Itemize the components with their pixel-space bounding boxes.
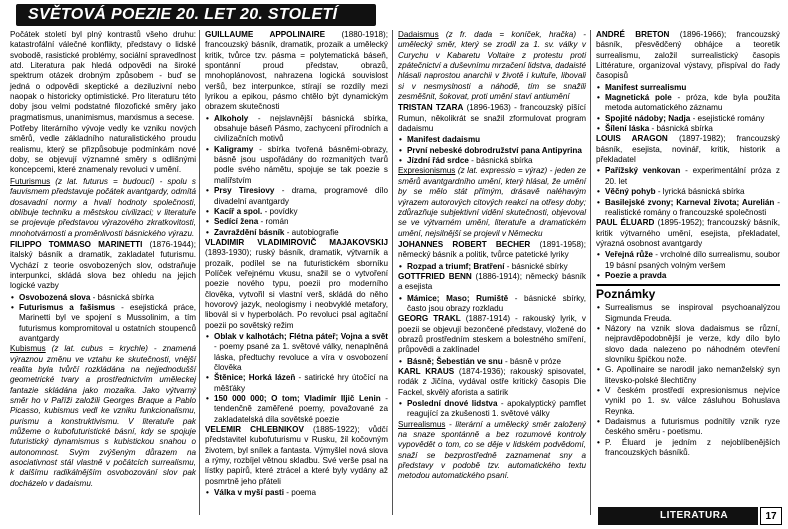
list-item [407,262,586,272]
note-item [605,417,780,438]
author-tzara [398,103,586,134]
list-item [605,166,780,187]
author-bio: (1896-1966); francouzský básník, přesvědčený obhájce a teoretik surrealismu, založil surrealistický časopis Littérature, organizoval výstavy, přispíval do řady časopisů [596,30,780,81]
works-list [398,135,586,166]
list-item [605,93,780,114]
work-entry: Mámice; Maso; Rumiště - básnické sbírky, často jsou obrazy rozkladu [407,293,586,313]
futurism-paragraph [10,177,196,239]
note-text: Názory na vznik slova dadaismus se různí, nejpravděpodobnější je verze, kdy dílo bylo slovo dada nalezeno po náhodném otevření slovníku špičkou nože. [605,323,780,364]
author-chlebnikov [205,425,388,487]
author-benn [398,272,586,293]
works-list [596,250,780,281]
work-title: Mámice; Maso; Rumiště [407,293,509,303]
dadaism-term: Dadaismus [398,30,439,39]
author-apollinaire [205,30,388,113]
work-title: Válka v myší pasti [214,488,285,498]
work-entry: Šílení láska - básnická sbírka [605,124,713,134]
works-list [596,166,780,218]
work-title: Kacíř a spol. [214,206,263,216]
work-entry: Alkoholy - nejslavnější básnická sbírka, obsahuje báseň Pásmo, zachycení přírodních a civilizačních motivů [214,113,388,144]
author-aragon [596,134,780,165]
list-item [605,114,780,124]
work-title: Věčný pohyb [605,187,656,197]
author-bio: (1874-1936); rakouský spisovatel, rodák z Jičína, vydával ostře kritický časopis Die Fackel, skvělý aforista a satirik [398,367,586,397]
work-title: Osvobozená slova [19,292,91,302]
note-text: Dadaismus a futurismus podnítily vznik ryze českého směru - poetismu. [605,417,780,437]
author-bio: (1893-1930); ruský básník, dramatik, výtvarník a prozaik, podílel se na futuristickém sborníku Políček veřejnému vkusu, snažil se o vytvoření poezie nového typu, poezii pro moderního člověka, vytvořil si vlastní verš, skládá do něho hovorový jazyk, neologismy i neobvyklé metafory, libovál si v hyperbolách. Po revoluci psal agitační poezii po sovětský režim [205,248,388,330]
dadaism-text: (z fr. dada = koníček, hračka) - umělecký směr, který se zrodil za 1. sv. války v Curychu v Kabaretu Voltaire z protestu proti zpátečnictví a duševnímu mrzačení lidstva, dadaisté hlásali naprostou anarchii v životě i kultuře, libovali si v nesmyslnosti a náhodě, tím se snažili zesměšnit, šokovat, proti umění staví antiumění [398,30,586,102]
list-item [19,303,196,344]
work-entry: Kaligramy - sbírka tvořená básněmi-obrazy, básně jsou uspořádány do rozmanitých tvarů podle svého námětu, spojuje se tak poezie s malířstvím [214,144,388,185]
note-text: G. Apollinaire se narodil jako nemanželský syn litevsko-polské šlechtičny [605,365,780,385]
section-label: LITERATURA [660,510,729,521]
note-item [605,386,780,417]
author-name: VLADIMIR VLADIMIROVIČ MAJAKOVSKIJ [205,237,388,247]
author-majakovskij [205,238,388,331]
list-item [605,271,780,281]
note-item [605,303,780,324]
cubism-term: Kubismus [10,344,46,354]
works-list [10,293,196,345]
surrealism-text: - literární a umělecký směr založený na snaze spontánně a bez rozumové kontroly vypovědět o tom, co se děje v lidském podvědomí, snaží se bezprostředně zaznamenat sny a představy v podobě tzv. automatického textu metodou automatického psaní. [398,419,586,481]
work-entry: Sedící žena - román [214,217,289,227]
work-title: Rozpad a triumf; Bratření [407,261,505,271]
column-2 [205,30,388,498]
author-bio: (1880-1918); francouzský básník, dramatik, prozaik a umělecký kritik, tvůrce tzv. pásma = polytematická báseň, spontánní proud představ, obrazů, mnohoplánovost, nahrazena logická souvislost veršů, bez interpunkce, stírají se rozdíly mezi lyrikou a epikou, pásmo chtělo být dynamickým obrazem skutečnosti [205,30,388,112]
author-name: FILIPPO TOMMASO MARINETTI [10,239,143,249]
author-name: GOTTFRIED BENN [398,271,472,281]
note-item [605,438,780,459]
work-entry: Poslední dnové lidstva - apokalyptický pamflet reagující za zkušenosti 1. světové války [407,399,586,419]
notes-heading: Poznámky [596,284,780,301]
column-divider [199,30,200,515]
list-item [407,294,586,315]
work-entry: První nebeské dobrodružství pana Antipyrina [407,145,582,155]
list-item [407,156,586,166]
work-entry: Zavraždění básník - autobiografie [214,227,339,237]
author-name: TRISTAN TZARA [398,103,464,113]
list-item [605,124,780,134]
list-item [214,373,388,394]
note-item [605,365,780,386]
author-breton [596,30,780,82]
author-marinetti [10,240,196,292]
expressionism-term: Expresionismus [398,166,456,176]
work-entry: Kacíř a spol. - povídky [214,206,298,216]
note-item [605,324,780,365]
cubism-paragraph [10,344,196,489]
author-name: GEORG TRAKL [398,314,461,324]
works-list [398,357,586,367]
author-bio: (1896-1963) - francouzský píšící Rumun, několikrát se snažil zformulovat program dadaismu [398,103,586,134]
expressionism-text: (z lat. expressio = výraz) - jeden ze směrů avantgardního umění, který hlásal, že umění by se mělo stát přímým, drásavě naléhavým výrazem autorových citových reakcí na otřesy doby; zdůrazňuje subjektivní vidění skutečnosti, objevoval se ve výtvarném umění, literatuře a dramatickém umění, nejsilnější se projevil v Německu [398,166,586,238]
work-title: Kaligramy [214,144,254,154]
column-divider [590,30,591,515]
work-entry: Basilejské zvony; Karneval života; Aurelián - realistické romány o francouzské společnosti [605,197,781,217]
list-item [214,217,388,227]
work-title: Zavraždění básník [214,227,285,237]
intro-paragraph-2: Potřeby literárního vývoje vedly ke vzniku nových směrů, vedle základního naturalistického proudu realismu, který se přizpůsobuje podmínkám nové doby, se objevují významné směry s odlišnými koncepcemi, které znamenaly revoluci v umění. [10,124,196,175]
author-trakl [398,314,586,355]
author-bio: (1876-1944); italský básník a dramatik, zakladatel futurismu. Vychází z teorie osvobozených slov, odstraňuje interpunkci, skládá slova bez ohledu na jejich logické vazby [10,239,196,291]
work-title: Veřejná růže [605,250,653,260]
work-entry: Spojité nádoby; Nadja - esejistické romány [605,113,765,123]
work-entry: Prsy Tiresiovy - drama, programové dílo divadelní avantgardy [214,186,388,206]
work-entry: Osvobozená slova - básnická sbírka [19,292,155,302]
author-name: JOHANNES ROBERT BECHER [398,239,531,249]
work-entry: Magnetická pole - próza, kde byla použita metoda automatického záznamu [605,93,780,113]
author-bio: (1891-1958); německý básník a politik, tvůrce patetické lyriky [398,239,586,260]
author-bio: (1895-1952); francouzský básník, kritik výtvarného umění, esejista, překladatel, výrazná osobnost avantgardy [596,218,781,248]
author-bio: (1886-1914); německý básník a esejista [398,271,586,292]
list-item [214,488,388,498]
futurism-term: Futurismus [10,176,51,186]
work-title: Štěnice; Horká lázeň [214,373,296,383]
works-list [205,114,388,238]
work-entry: Manifest dadaismu [407,135,481,145]
work-title: Šílení láska [605,124,650,134]
note-text: P. Éluard je jedním z nejoblíbenějších francouzských básníků. [605,437,780,458]
author-name: GUILLAUME APPOLINAIRE [205,30,325,39]
author-name: VELEMIR CHLEBNIKOV [205,425,304,435]
list-item [214,228,388,238]
list-item [605,83,780,93]
works-list [398,294,586,315]
author-bio: (1887-1914) - rakouský lyrik, v poezii se objevují bezončené představy, vložené do obrazů prostředním steskem a bolestného smíření, průpovědi a zaklínadel [398,314,586,355]
list-item [605,187,780,197]
surrealism-term: Surrealismus [398,419,446,429]
author-name: PAUL ÉLUARD [596,218,655,228]
author-bio: (1885-1922); vůdčí představitel kubofuturismu v Rusku, žil kočovným životem, byl snílek a fantasta. Výmyšlel nová slova a rýmy, rozbíjel větnou skladbu. Své verše psal na lístky papírů, které ztrácel a které byly vydány až posmrtně jeho přáteli [205,425,388,486]
author-name: LOUIS ARAGON [596,134,668,144]
expressionism-paragraph [398,166,586,238]
futurism-text: (z lat. futurus = budoucí) - spolu s fauvismem představuje počátek avantgardy, odmítá dosavadní normy a hvalí hodnoty společnosti, oblíbuje techniku a městskou civilizaci; v literatuře se projevuje představou výrazového zkratkovitosti, mnohotvárnosti a proměnlivosti básnického výrazu. [10,176,196,238]
work-title: Futurismus a fašismus [19,302,116,312]
column-4 [596,30,780,458]
note-text: V českém prostředí expresionismus nejvíce vynikl po 1. sv. válce zásluhou Bohuslava Reynka. [605,386,780,416]
work-entry: Věčný pohyb - lyrická básnická sbírka [605,187,745,197]
list-item [19,293,196,303]
work-title: Poslední dnové lidstva [407,399,498,409]
work-entry: Štěnice; Horká lázeň - satirické hry útočící na měšťáky [214,373,388,393]
work-entry: Pařížský venkovan - experimentální próza z 20. let [605,166,780,186]
list-item [214,394,388,425]
list-item [214,114,388,145]
list-item [214,145,388,186]
list-item [407,399,586,420]
list-item [214,207,388,217]
work-title: Magnetická pole [605,93,672,103]
column-divider [392,30,393,515]
work-entry: 150 000 000; O tom; Vladimír Iljič Lenin - tendenčně zaměřené poemy, považované za zakladatelská díla sovětské poezie [214,394,388,424]
works-list [205,488,388,498]
cubism-text: (z lat. cubus = krychle) - znamená výraznou změnu ve vztahu ke skutečnosti, vnější realita byla tvůrčí rozkládána na nejjednodušší geometrické tvary a prostřednictvím uměleckej fantazie skládána jako mozaika. Jako výtvarný směr ho v Paříži založili Georges Braque a Pablo Picasso, kubismus vedl ke vzniku funkcionalismu, purismu a konstruktivismu. V literatuře pak můžeme o kubofuturistické básní, kdy se spojuje futuristický dynamismus s kubistickou snahou o autonomnost. Svým zvýšeným důrazem na asociativnost stál vlastně v počátcích surrealismu, k dalšímu radikálnějším osvobozování slov pak docházelo v dadaismu. [10,344,196,488]
work-entry: Oblak v kalhotách; Flétna páteř; Vojna a svět - poemy psané za 1. světové války, nenaplněná láska, předtuchy revoluce a víra v osvobození člověka [214,331,388,372]
work-entry: Jízdní řád srdce - básnická sbírka [407,156,533,166]
list-item [605,198,780,219]
work-entry: Básně; Šebestián ve snu - básně v próze [407,356,561,366]
author-kraus [398,367,586,398]
column-3 [398,30,586,483]
dadaism-paragraph [398,30,586,102]
work-title: Jízdní řád srdce [407,156,469,166]
work-entry: Manifest surrealismu [605,82,687,92]
work-title: Spojité nádoby; Nadja [605,113,691,123]
page-title: SVĚTOVÁ POEZIE 20. LET 20. STOLETÍ [28,6,338,23]
column-1 [10,30,196,490]
work-title: Prsy Tiresiovy [214,186,275,196]
surrealism-paragraph [398,420,586,482]
list-item [214,186,388,207]
work-entry: Rozpad a triumf; Bratření - básnické sbírky [407,261,568,271]
work-entry: Válka v myší pasti - poema [214,488,317,498]
author-eluard [596,218,780,249]
works-list [596,83,780,135]
work-entry: Poezie a pravda [605,270,667,280]
list-item [407,135,586,145]
author-becher [398,240,586,261]
author-name: ANDRÉ BRETON [596,30,670,39]
page-number: 17 [760,507,782,525]
work-title: Basilejské zvony; Karneval života; Aurelián [605,197,775,207]
author-name: KARL KRAUS [398,367,455,376]
works-list [398,399,586,420]
work-title: Alkoholy [214,113,249,123]
note-text: Surrealismus se inspiroval psychoanalýzou Sigmunda Freuda. [605,303,780,323]
work-title: Básně; Šebestián ve snu [407,356,503,366]
work-entry: Veřejná růže - vrcholné dílo surrealismu, soubor 19 básní psaných volným veršem [605,250,780,270]
work-entry: Futurismus a fašismus - esejistická práce, Marinetti byl ve spojení s Mussolinim, a tím futurismus kompromitoval u ostatních stoupenců avantgardy [19,302,197,343]
work-title: Sedící žena [214,217,259,227]
works-list [205,332,388,425]
work-title: Oblak v kalhotách; Flétna páteř; Vojna a svět [214,331,388,341]
list-item [214,332,388,373]
work-title: Pařížský venkovan [605,166,681,176]
list-item [407,146,586,156]
intro-paragraph: Počátek století byl plný kontrastů všeho druhu: katastrofální válečné konflikty, představy o lidské svobodě, rasistické problémy, sociální spravedlnost atd. Literatura pak hledá odpovědi na široké spektrum otázek drobným způsobem - buď se jedná o odpovědi skeptické a deziluzivní nebo naopak o historicky optimistické. Pro literaturu této doby jsou velmi podstatné filozofické směry jako pragmatismus, unanimismus, marxismus a secese. [10,30,196,122]
list-item [605,250,780,271]
notes-list [596,303,780,458]
list-item [407,357,586,367]
author-bio: (1897-1982); francouzský básník, esejista, novinář, kritik, historik a překladatel [596,134,780,165]
works-list [398,262,586,272]
work-title: 150 000 000; O tom; Vladimír Iljič Lenin [214,394,381,404]
